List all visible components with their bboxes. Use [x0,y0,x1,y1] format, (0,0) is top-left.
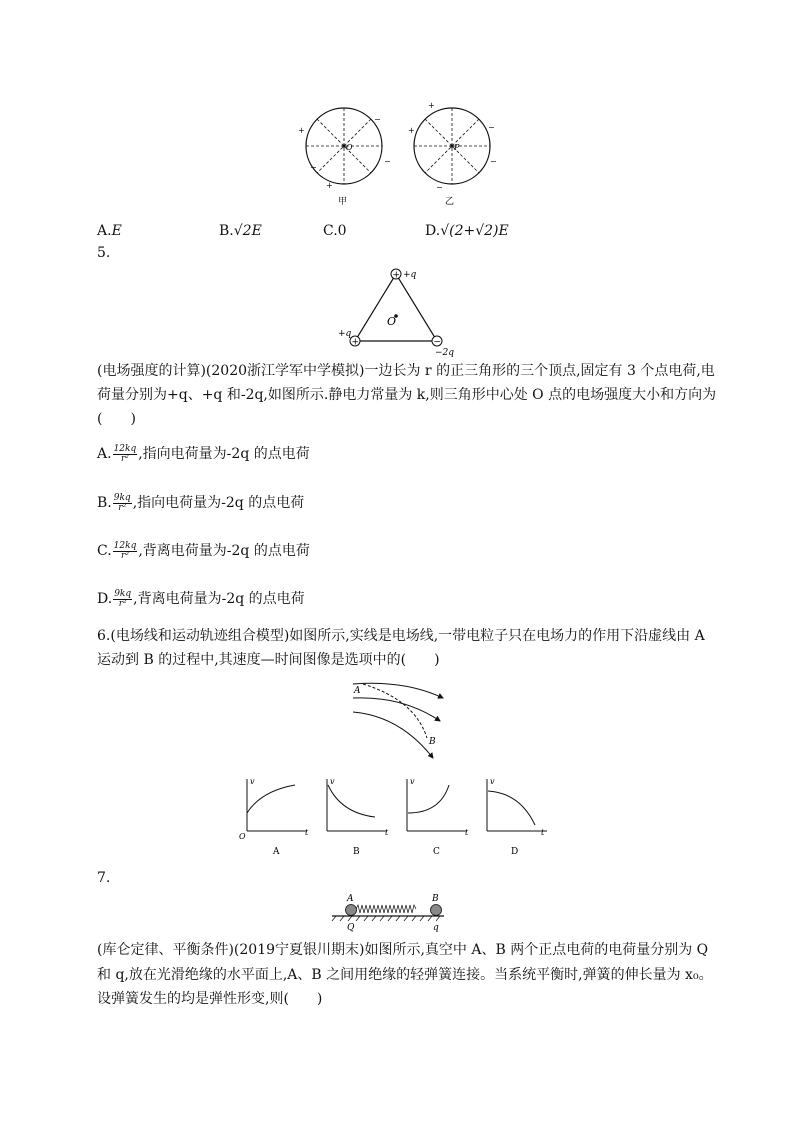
svg-text:D: D [511,847,519,857]
svg-text:−: − [490,157,497,166]
svg-text:t: t [541,828,545,837]
svg-text:−: − [384,157,391,166]
svg-text:+: + [351,337,360,348]
q5-number: 5. [97,245,111,261]
q5-stem-line-2: 荷量分别为+q、+q 和-2q,如图所示.静电力常量为 k,则三角形中心处 O 点的电场强度大小和方向为 [97,387,717,403]
q6-stem-line-1: 6.(电场线和运动轨迹组合模型)如图所示,实线是电场线,一带电粒子只在电场力的作用下沿虚线由 A [97,628,705,644]
center-o-label: O [387,315,397,328]
graph-b [327,777,389,857]
q4-option-b: B.√2E [219,223,262,239]
svg-text:t: t [305,828,309,837]
label-yi: 乙 [445,197,455,207]
svg-text:q: q [433,923,439,932]
svg-text:O: O [239,832,246,841]
q4-figure [290,100,510,215]
svg-text:v: v [250,777,255,786]
q5-stem-line-3: ( ) [97,411,136,427]
q6-field-figure [345,676,460,764]
svg-text:+q: +q [338,329,352,339]
ball-a [346,905,357,916]
graph-c [407,777,469,857]
q5-triangle-figure [335,262,465,357]
svg-text:+q: +q [403,270,417,280]
q5-option-d: D. $\frac{9kq}{\text{r²}}$ ,背离电荷量为-2q 的点电荷 [97,588,305,609]
svg-text:−2q: −2q [435,348,455,357]
center-o-label: O [346,143,353,152]
svg-text:Q: Q [347,923,355,932]
svg-text:−: − [310,163,317,172]
q4-option-c: C.0 [323,223,347,239]
charge-top [391,269,417,281]
ball-b [431,905,442,916]
q7-stem-line-2: 和 q,放在光滑绝缘的水平面上,A、B 之间用绝缘的轻弹簧连接。当系统平衡时,弹簧的伸长量为 x₀。 [97,967,713,983]
svg-text:+: + [298,126,305,135]
q7-stem-line-1: (库仑定律、平衡条件)(2019宁夏银川期末)如图所示,真空中 A、B 两个正点电荷的电荷量分别为 Q [97,942,709,958]
q5-option-c: C. $\frac{12kq}{\text{r²}}$ ,背离电荷量为-2q 的点电荷 [97,540,310,561]
point-a-label: A [354,686,361,696]
q7-stem-line-3: 设弹簧发生的均是弹性形变,则( ) [97,991,323,1007]
svg-text:+: + [326,181,333,190]
svg-text:−: − [488,123,495,132]
svg-text:+: + [408,126,415,135]
q4-option-d: D.√(2+√2)E [425,223,509,239]
svg-text:−: − [374,115,381,124]
svg-text:B: B [432,894,439,904]
svg-text:+: + [392,270,401,281]
svg-text:−: − [436,183,443,192]
q7-spring-figure [328,890,448,932]
charge-right [432,336,454,357]
graph-a [239,777,309,857]
svg-text:v: v [490,777,495,786]
q5-option-a: A. $\frac{12kq}{\text{r²}}$ ,指向电荷量为-2q 的点电荷 [97,443,310,464]
q5-option-b: B. $\frac{9kq}{\text{r²}}$ ,指向电荷量为-2q 的点电荷 [97,492,305,513]
svg-text:v: v [330,777,335,786]
q7-number: 7. [97,870,111,886]
svg-text:t: t [385,828,389,837]
svg-text:A: A [273,847,280,857]
svg-text:A: A [347,894,354,904]
svg-text:t: t [465,828,469,837]
svg-text:−: − [433,337,442,348]
point-b-label: B [429,737,436,747]
circle-yi [408,101,497,207]
circle-jia [298,108,391,207]
graph-d [487,777,547,857]
charge-left [338,329,360,348]
label-jia: 甲 [338,197,348,207]
svg-text:C: C [433,847,440,857]
svg-text:B: B [353,847,360,857]
q4-option-a: A.E [97,223,122,239]
svg-text:+: + [428,101,435,110]
svg-text:v: v [410,777,415,786]
q6-stem-line-2: 运动到 B 的过程中,其速度—时间图像是选项中的( ) [97,652,440,668]
q5-stem-line-1: (电场强度的计算)(2020浙江学军中学模拟)一边长为 r 的正三角形的三个顶点,固定有 3 个点电荷,电 [97,363,715,379]
q6-graphs [235,773,555,863]
center-p-label: P [454,143,460,152]
